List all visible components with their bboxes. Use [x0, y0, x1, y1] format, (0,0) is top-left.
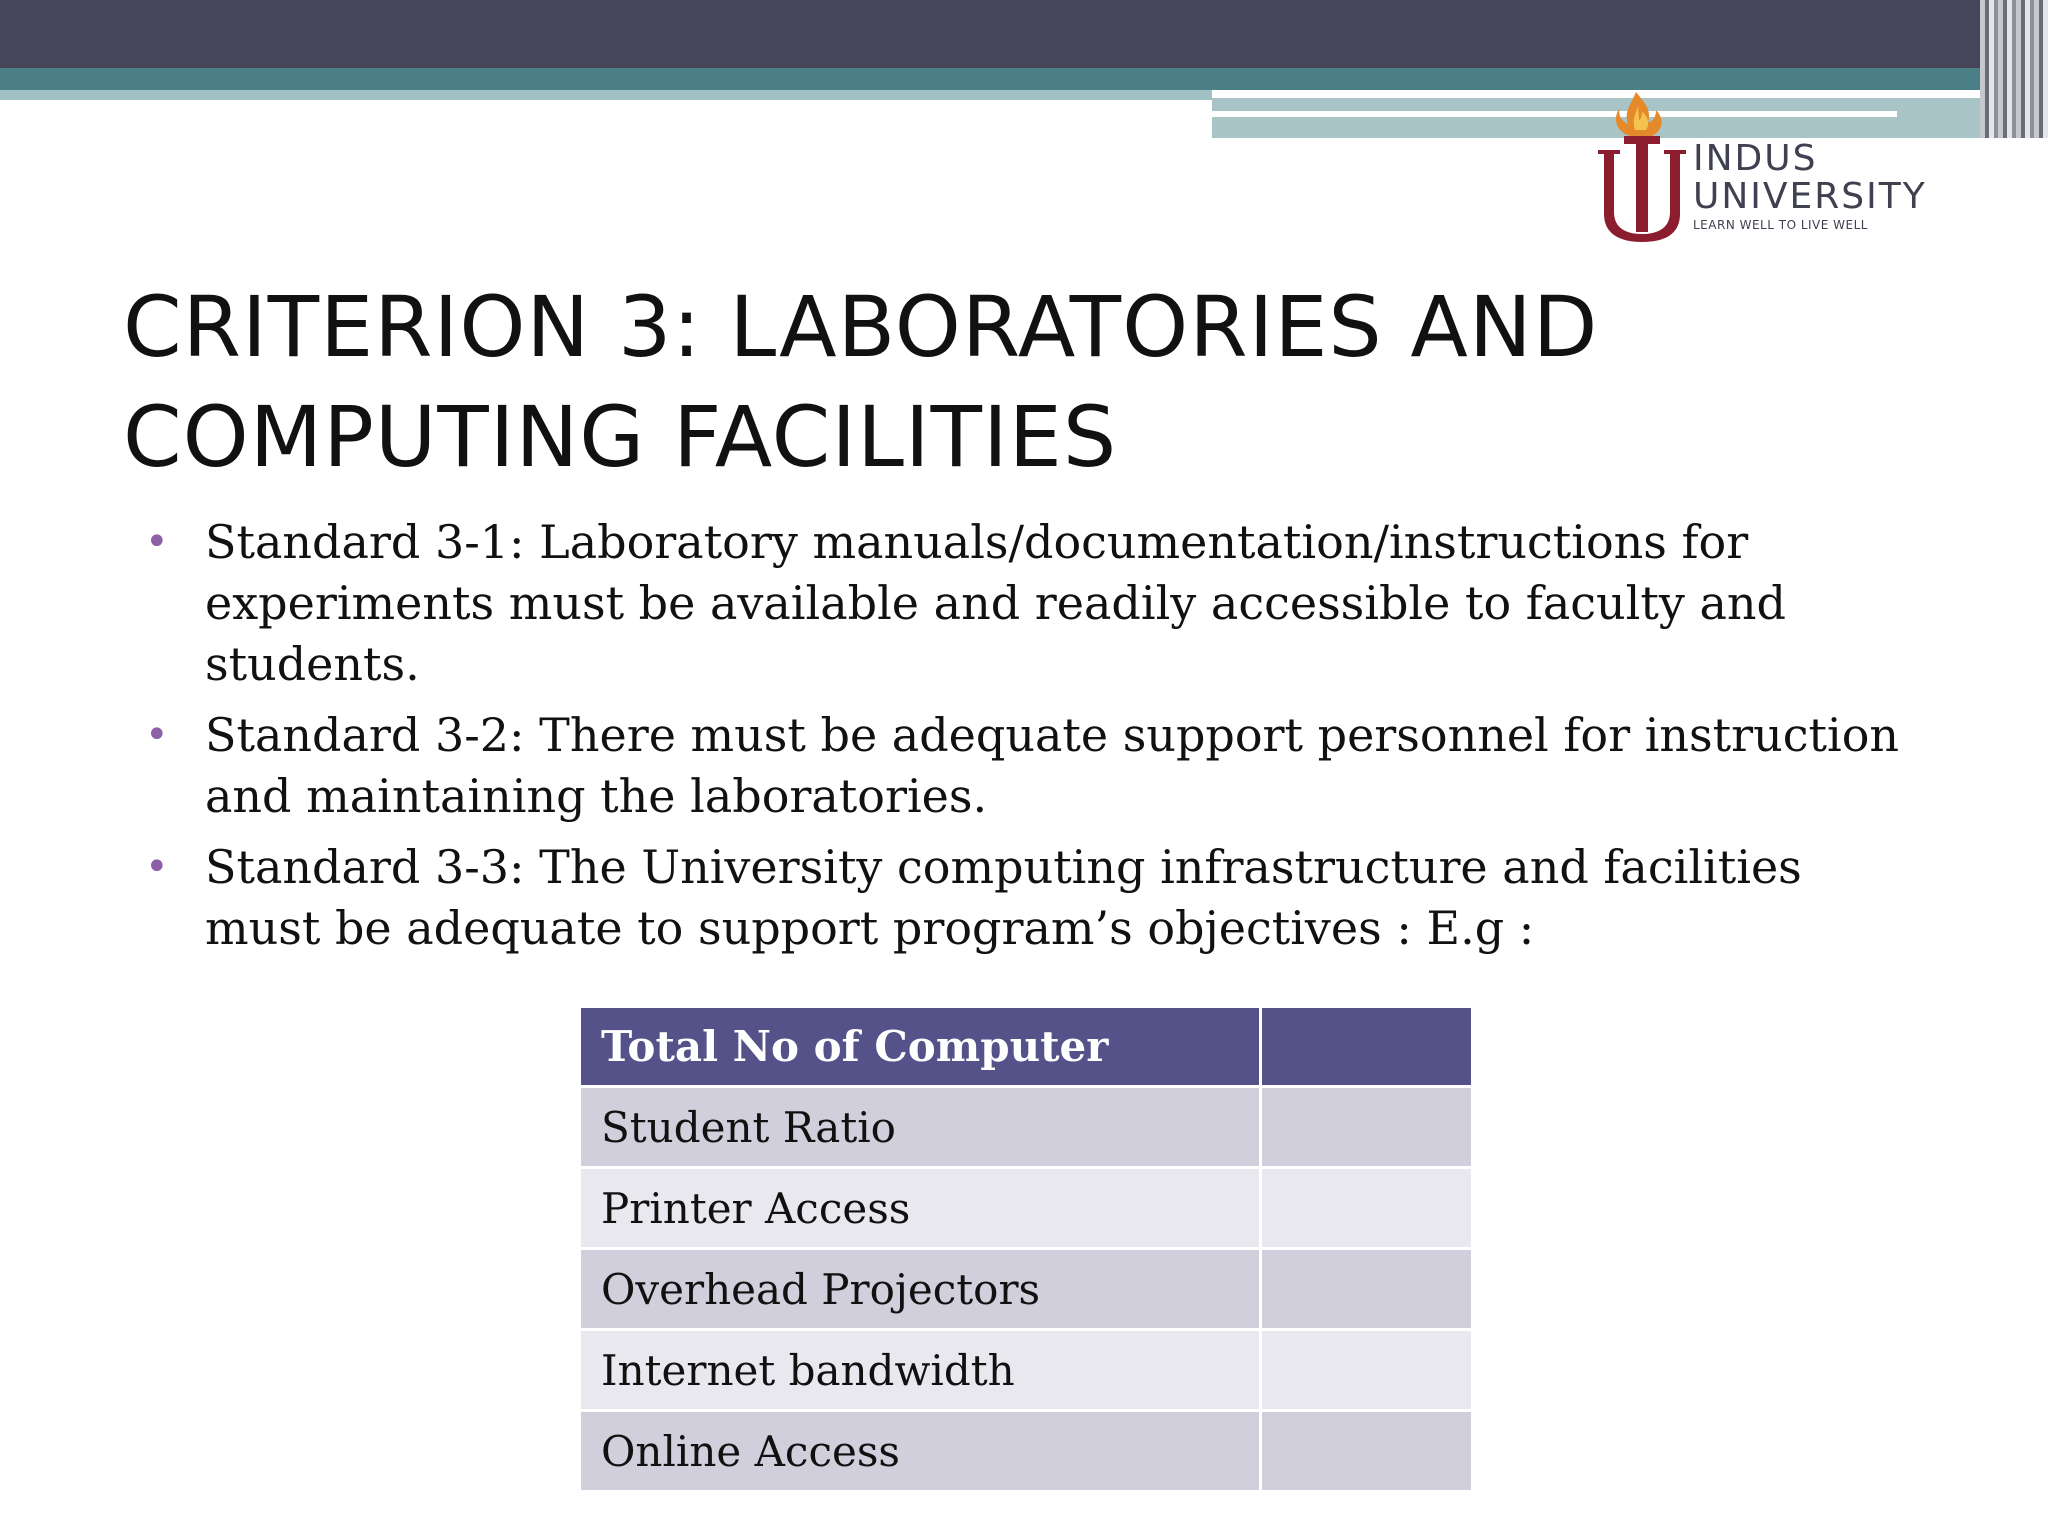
logo-name-line2: UNIVERSITY: [1693, 176, 1927, 217]
bullet-icon: •: [145, 844, 169, 890]
table-row: [581, 1087, 1473, 1168]
table-row: [581, 1249, 1473, 1330]
slide-title-line2: COMPUTING FACILITIES: [123, 388, 1118, 486]
header-bar-teal-light: [0, 90, 1212, 100]
table-cell: Internet bandwidth: [581, 1330, 1260, 1411]
table-cell: [1260, 1330, 1472, 1411]
table-row: [581, 1168, 1473, 1249]
list-item: [145, 705, 1905, 827]
bullet-text: Standard 3-3: The University computing infrastructure and facilities must be adequate to support program’s objectives : E.g :: [205, 840, 1802, 955]
table-cell: [1260, 1168, 1472, 1249]
table-row: [581, 1330, 1473, 1411]
table-cell: Printer Access: [581, 1168, 1260, 1249]
bullet-text: Standard 3-1: Laboratory manuals/documentation/instructions for experiments must be available and readily accessible to faculty and students.: [205, 515, 1786, 691]
table-cell: Student Ratio: [581, 1087, 1260, 1168]
table-cell: [1260, 1249, 1472, 1330]
table-header-cell: [1260, 1008, 1472, 1087]
logo-tagline: LEARN WELL TO LIVE WELL: [1693, 218, 1868, 232]
header-bar-dark: [0, 0, 2048, 68]
list-item: [145, 837, 1905, 959]
logo-text: [1693, 140, 1927, 232]
facilities-table: [581, 1008, 1474, 1493]
standards-list: [145, 512, 1905, 969]
university-logo: [1590, 88, 2000, 243]
table-cell: Online Access: [581, 1411, 1260, 1492]
table-cell: [1260, 1411, 1472, 1492]
slide-title: [123, 272, 1723, 492]
bullet-text: Standard 3-2: There must be adequate support personnel for instruction and maintaining the laboratories.: [205, 708, 1900, 823]
bullet-icon: •: [145, 712, 169, 758]
table-header-cell: Total No of Computer: [581, 1008, 1260, 1087]
table-row: [581, 1411, 1473, 1492]
table-cell: [1260, 1087, 1472, 1168]
logo-name-line1: INDUS: [1693, 138, 1818, 179]
slide-title-line1: CRITERION 3: LABORATORIES AND: [123, 278, 1599, 376]
table-header-row: [581, 1008, 1473, 1087]
bullet-icon: •: [145, 519, 169, 565]
table-cell: Overhead Projectors: [581, 1249, 1260, 1330]
list-item: [145, 512, 1905, 695]
header-bar-teal: [0, 68, 2048, 90]
torch-u-logo-icon: [1590, 88, 1695, 243]
